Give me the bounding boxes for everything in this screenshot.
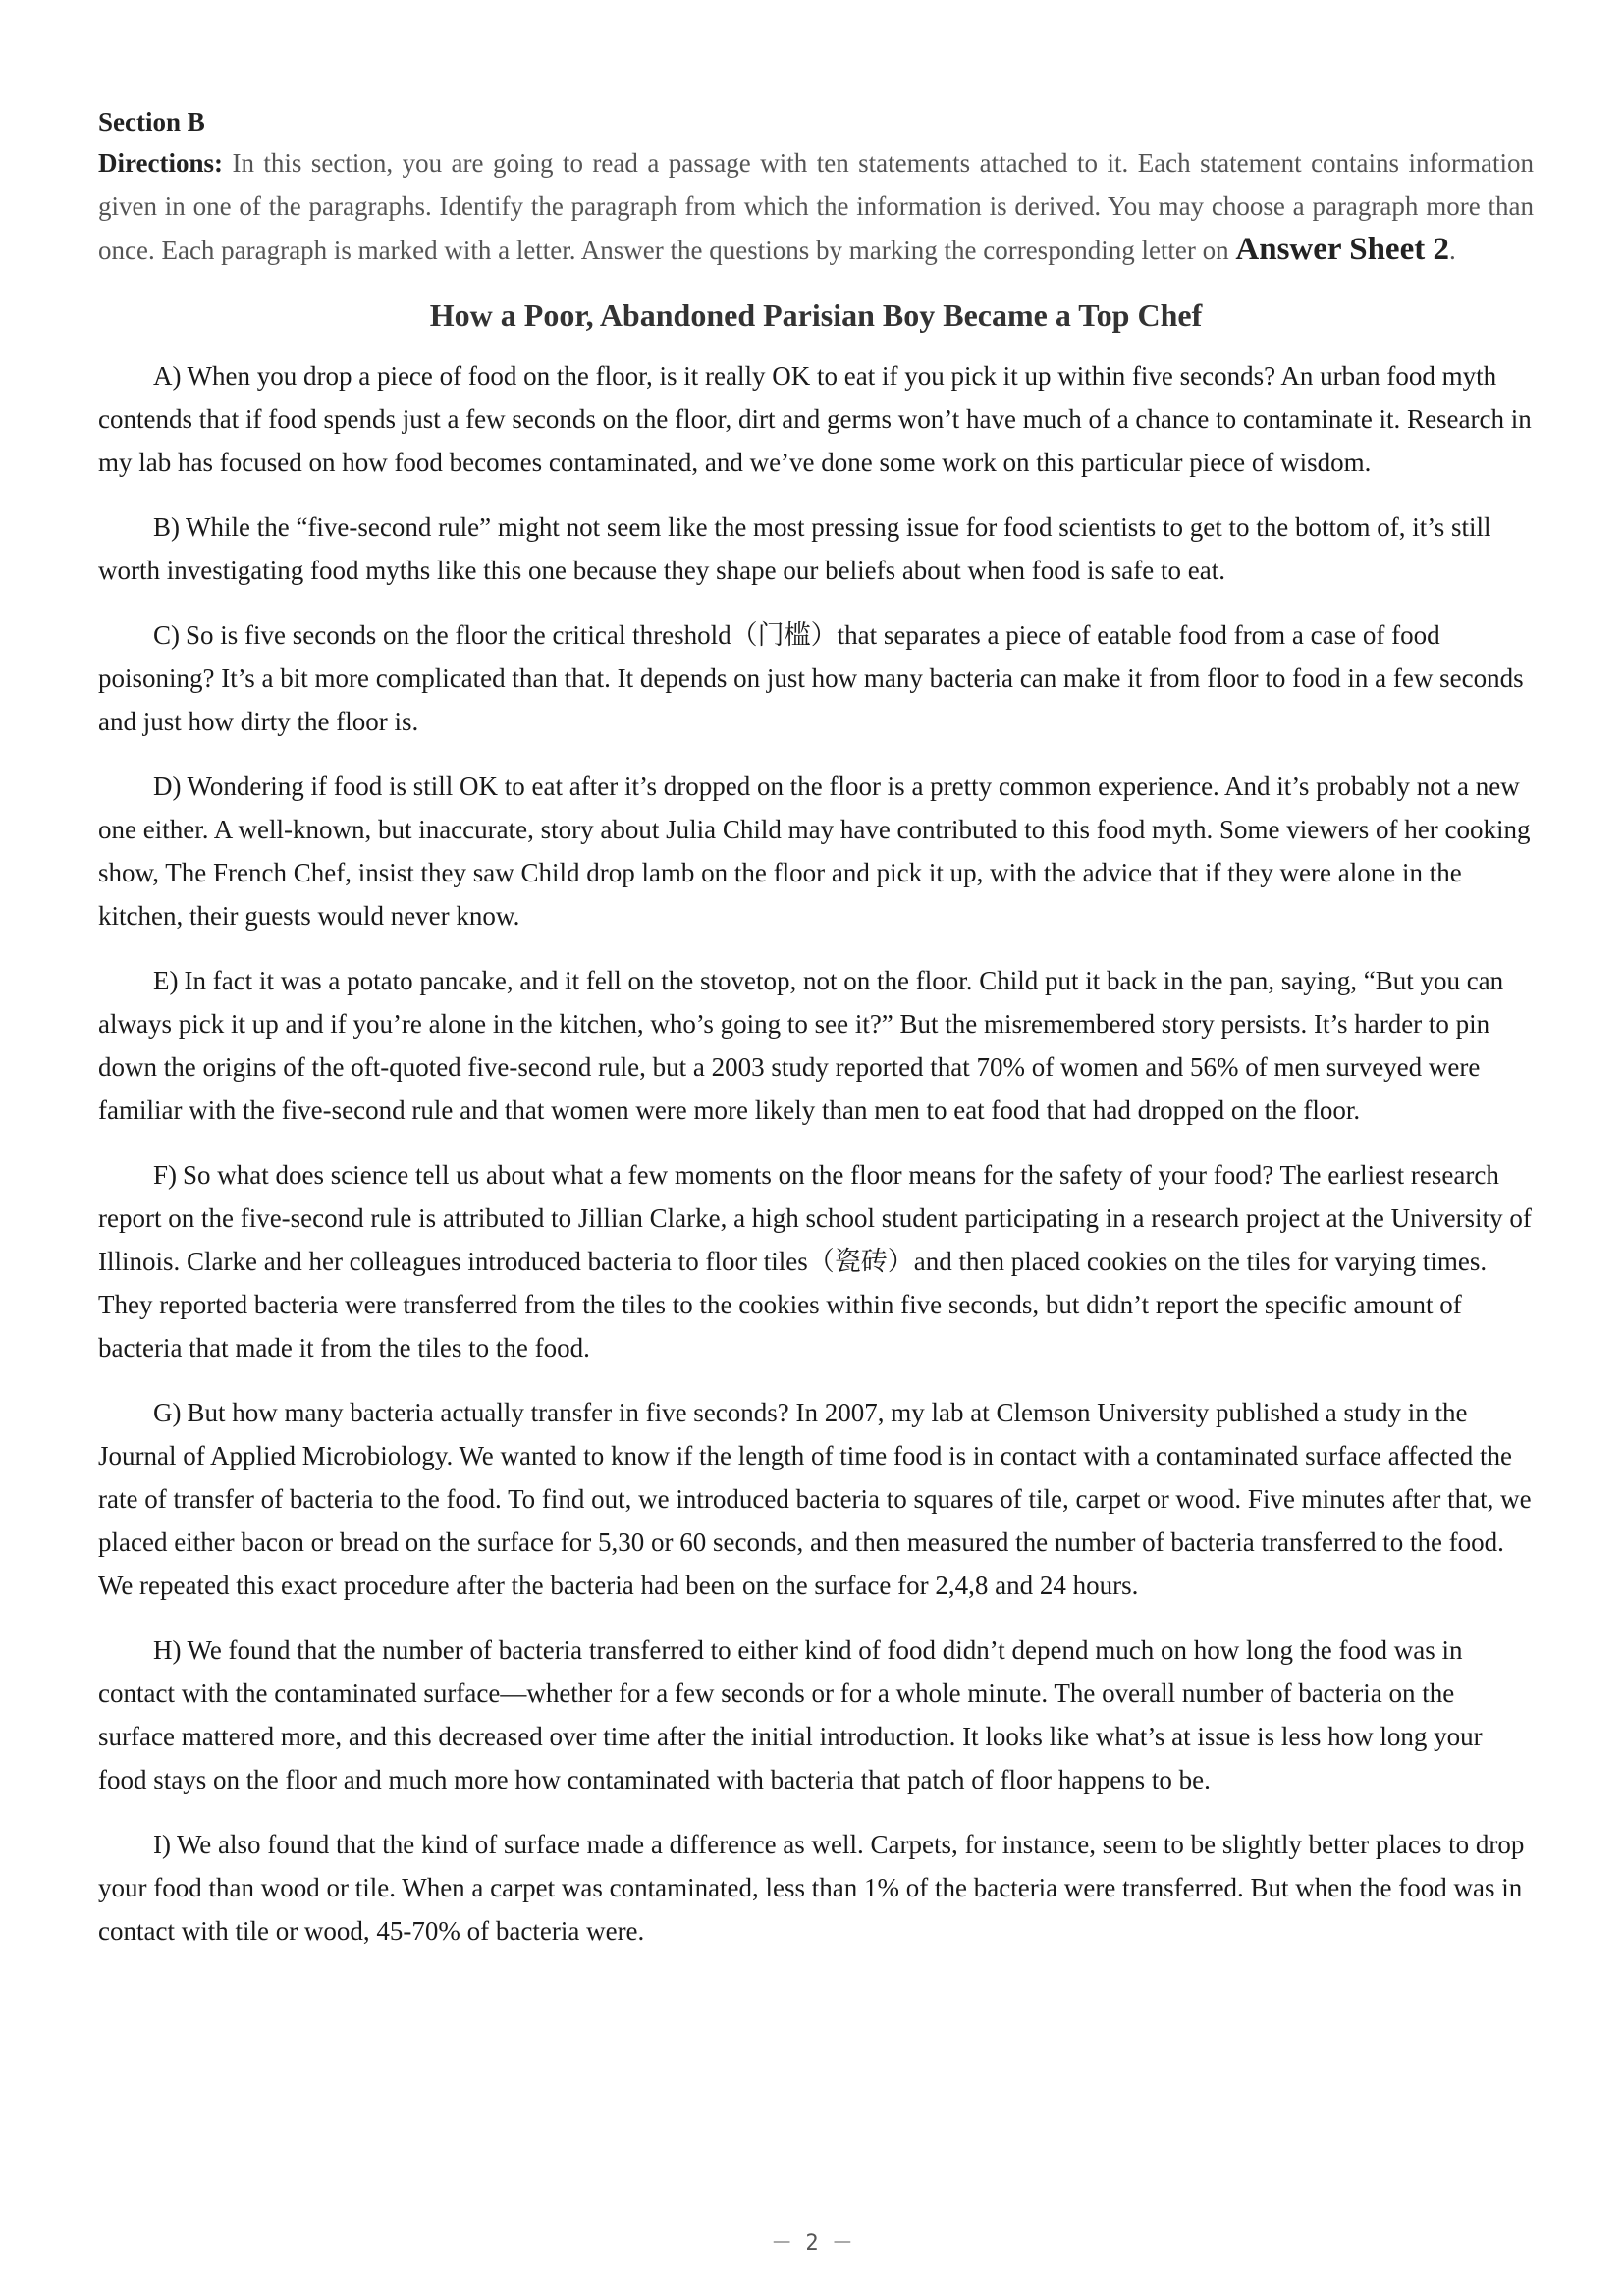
paragraph-letter: I) [153,1830,171,1859]
paragraph-g [98,1391,1534,1607]
page-number: － 2 － [771,2231,853,2256]
paragraph-text: When you drop a piece of food on the floor, is it really OK to eat if you pick it up within five seconds? An urban food myth contends that if food spends just a few seconds on the floor, dirt and germs won’t have much of a chance to contaminate it. Research in my lab has focused on how food becomes contaminated, and we’ve done some work on this particular piece of wisdom. [98,361,1532,477]
article-body [98,354,1534,1952]
paragraph-e [98,959,1534,1132]
directions-lead: Directions: [98,148,223,178]
paragraph-text: Wondering if food is still OK to eat after it’s dropped on the floor is a pretty common experience. And it’s probably not a new one either. A well-known, but inaccurate, story about Julia Child may have contributed to this food myth. Some viewers of her cooking show, The French Chef, insist they saw Child drop lamb on the floor and pick it up, with the advice that if they were alone in the kitchen, their guests would never know. [98,772,1531,931]
paragraph-letter: H) [153,1635,182,1665]
answer-sheet-label: Answer Sheet 2 [1235,232,1449,267]
paragraph-f [98,1153,1534,1369]
paragraph-d [98,765,1534,937]
article-title: How a Poor, Abandoned Parisian Boy Became a Top Chef [429,297,1203,333]
directions [98,141,1534,272]
paragraph-letter: F) [153,1160,178,1190]
paragraph-text: So is five seconds on the floor the critical threshold（门槛）that separates a piece of eatable food from a case of food poisoning? It’s a bit more complicated than that. It depends on just how many bacteria can make it from floor to food in a few seconds and just how dirty the floor is. [98,620,1524,736]
paragraph-text: But how many bacteria actually transfer in five seconds? In 2007, my lab at Clemson University published a study in the Journal of Applied Microbiology. We wanted to know if the length of time food is in contact with a contaminated surface affected the rate of transfer of bacteria to the food. To find out, we introduced bacteria to squares of tile, carpet or wood. Five minutes after that, we placed either bacon or bread on the surface for 5,30 or 60 seconds, and then measured the number of bacteria transferred to the food. We repeated this exact procedure after the bacteria had been on the surface for 2,4,8 and 24 hours. [98,1398,1532,1600]
paragraph-letter: B) [153,512,180,542]
paragraph-h [98,1629,1534,1801]
paragraph-letter: A) [153,361,182,391]
paragraph-a [98,354,1534,484]
paragraph-text: We also found that the kind of surface made a difference as well. Carpets, for instance, seem to be slightly better places to drop your food than wood or tile. When a carpet was contaminated, less than 1% of the bacteria were transferred. But when the food was in contact with tile or wood, 45-70% of bacteria were. [98,1830,1525,1946]
directions-text: In this section, you are going to read a passage with ten statements attached to it. Each statement contains information given in one of the paragraphs. Identify the paragraph from which the information is derived. You may choose a paragraph more than once. Each paragraph is marked with a letter. Answer the questions by marking the corresponding letter on [98,148,1534,265]
paragraph-letter: D) [153,772,182,801]
paragraph-b [98,506,1534,592]
paragraph-text: We found that the number of bacteria transferred to either kind of food didn’t depend much on how long the food was in contact with the contaminated surface—whether for a few seconds or for a whole minute. The overall number of bacteria on the surface mattered more, and this decreased over time after the initial introduction. It looks like what’s at issue is less how long your food stays on the floor and much more how contaminated with bacteria that patch of floor happens to be. [98,1635,1483,1794]
directions-end: . [1448,236,1456,265]
paragraph-letter: G) [153,1398,182,1427]
paragraph-c [98,614,1534,743]
paragraph-i [98,1823,1534,1952]
paragraph-letter: C) [153,620,180,650]
document-page [98,102,1534,1974]
paragraph-letter: E) [153,966,179,995]
paragraph-text: So what does science tell us about what a few moments on the floor means for the safety of your food? The earliest research report on the five-second rule is attributed to Jillian Clarke, a high school student participating in a research project at the University of Illinois. Clarke and her colleagues introduced bacteria to floor tiles（瓷砖）and then placed cookies on the tiles for varying times. They reported bacteria were transferred from the tiles to the cookies within five seconds, but didn’t report the specific amount of bacteria that made it from the tiles to the food. [98,1160,1532,1362]
section-title: Section B [98,107,205,136]
paragraph-text: While the “five-second rule” might not seem like the most pressing issue for food scientists to get to the bottom of, it’s still worth investigating food myths like this one because they shape our beliefs about when food is safe to eat. [98,512,1491,585]
paragraph-text: In fact it was a potato pancake, and it fell on the stovetop, not on the floor. Child put it back in the pan, saying, “But you can always pick it up and if you’re alone in the kitchen, who’s going to see it?” But the misremembered story persists. It’s harder to pin down the origins of the oft-quoted five-second rule, but a 2003 study reported that 70% of women and 56% of men surveyed were familiar with the five-second rule and that women were more likely than men to eat food that had dropped on the floor. [98,966,1504,1125]
